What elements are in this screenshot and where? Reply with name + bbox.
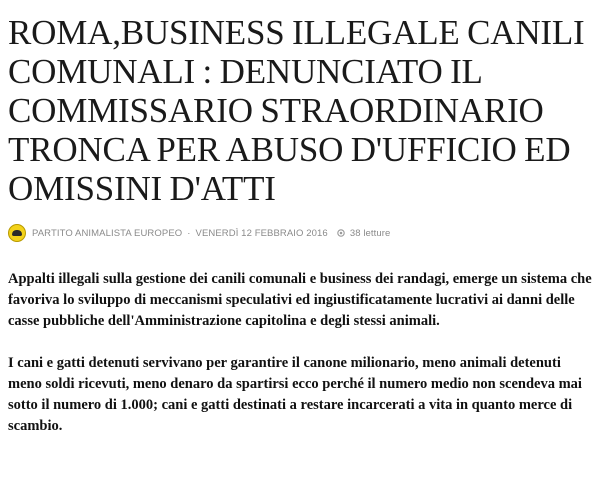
body-paragraph: I cani e gatti detenuti servivano per garantire il canone milionario, meno animali detenuti meno soldi ricevuti, meno denaro da spartirsi ecco perché il numero medio non scendeva mai sotto il numero di 1.000; cani e gatti destinati a restare incarcerati a vita in quanto merce di scambio. (8, 355, 582, 434)
article-body (8, 269, 596, 437)
author-link[interactable]: PARTITO ANIMALISTA EUROPEO (32, 227, 183, 239)
article-meta (8, 224, 596, 242)
body-paragraph: Appalti illegali sulla gestione dei canili comunali e business dei randagi, emerge un sistema che favoriva lo sviluppo di meccanismi speculativi ed ingiustificatamente lucrativi ai danni delle casse pubbliche dell'Amministrazione capitolina e degli stessi animali. (8, 271, 592, 329)
read-count: 38 letture (349, 227, 391, 239)
avatar-shape (12, 230, 22, 236)
publish-date: VENERDÌ 12 FEBBRAIO 2016 (195, 227, 328, 239)
author-avatar-icon[interactable] (8, 224, 26, 242)
article (8, 0, 596, 458)
meta-separator: · (187, 227, 191, 239)
eye-icon (337, 229, 345, 237)
article-title: ROMA,BUSINESS ILLEGALE CANILI COMUNALI : DENUNCIATO IL COMMISSARIO STRAORDINARIO TRONCA PER ABUSO D'UFFICIO ED OMISSINI D'ATTI (8, 13, 585, 208)
